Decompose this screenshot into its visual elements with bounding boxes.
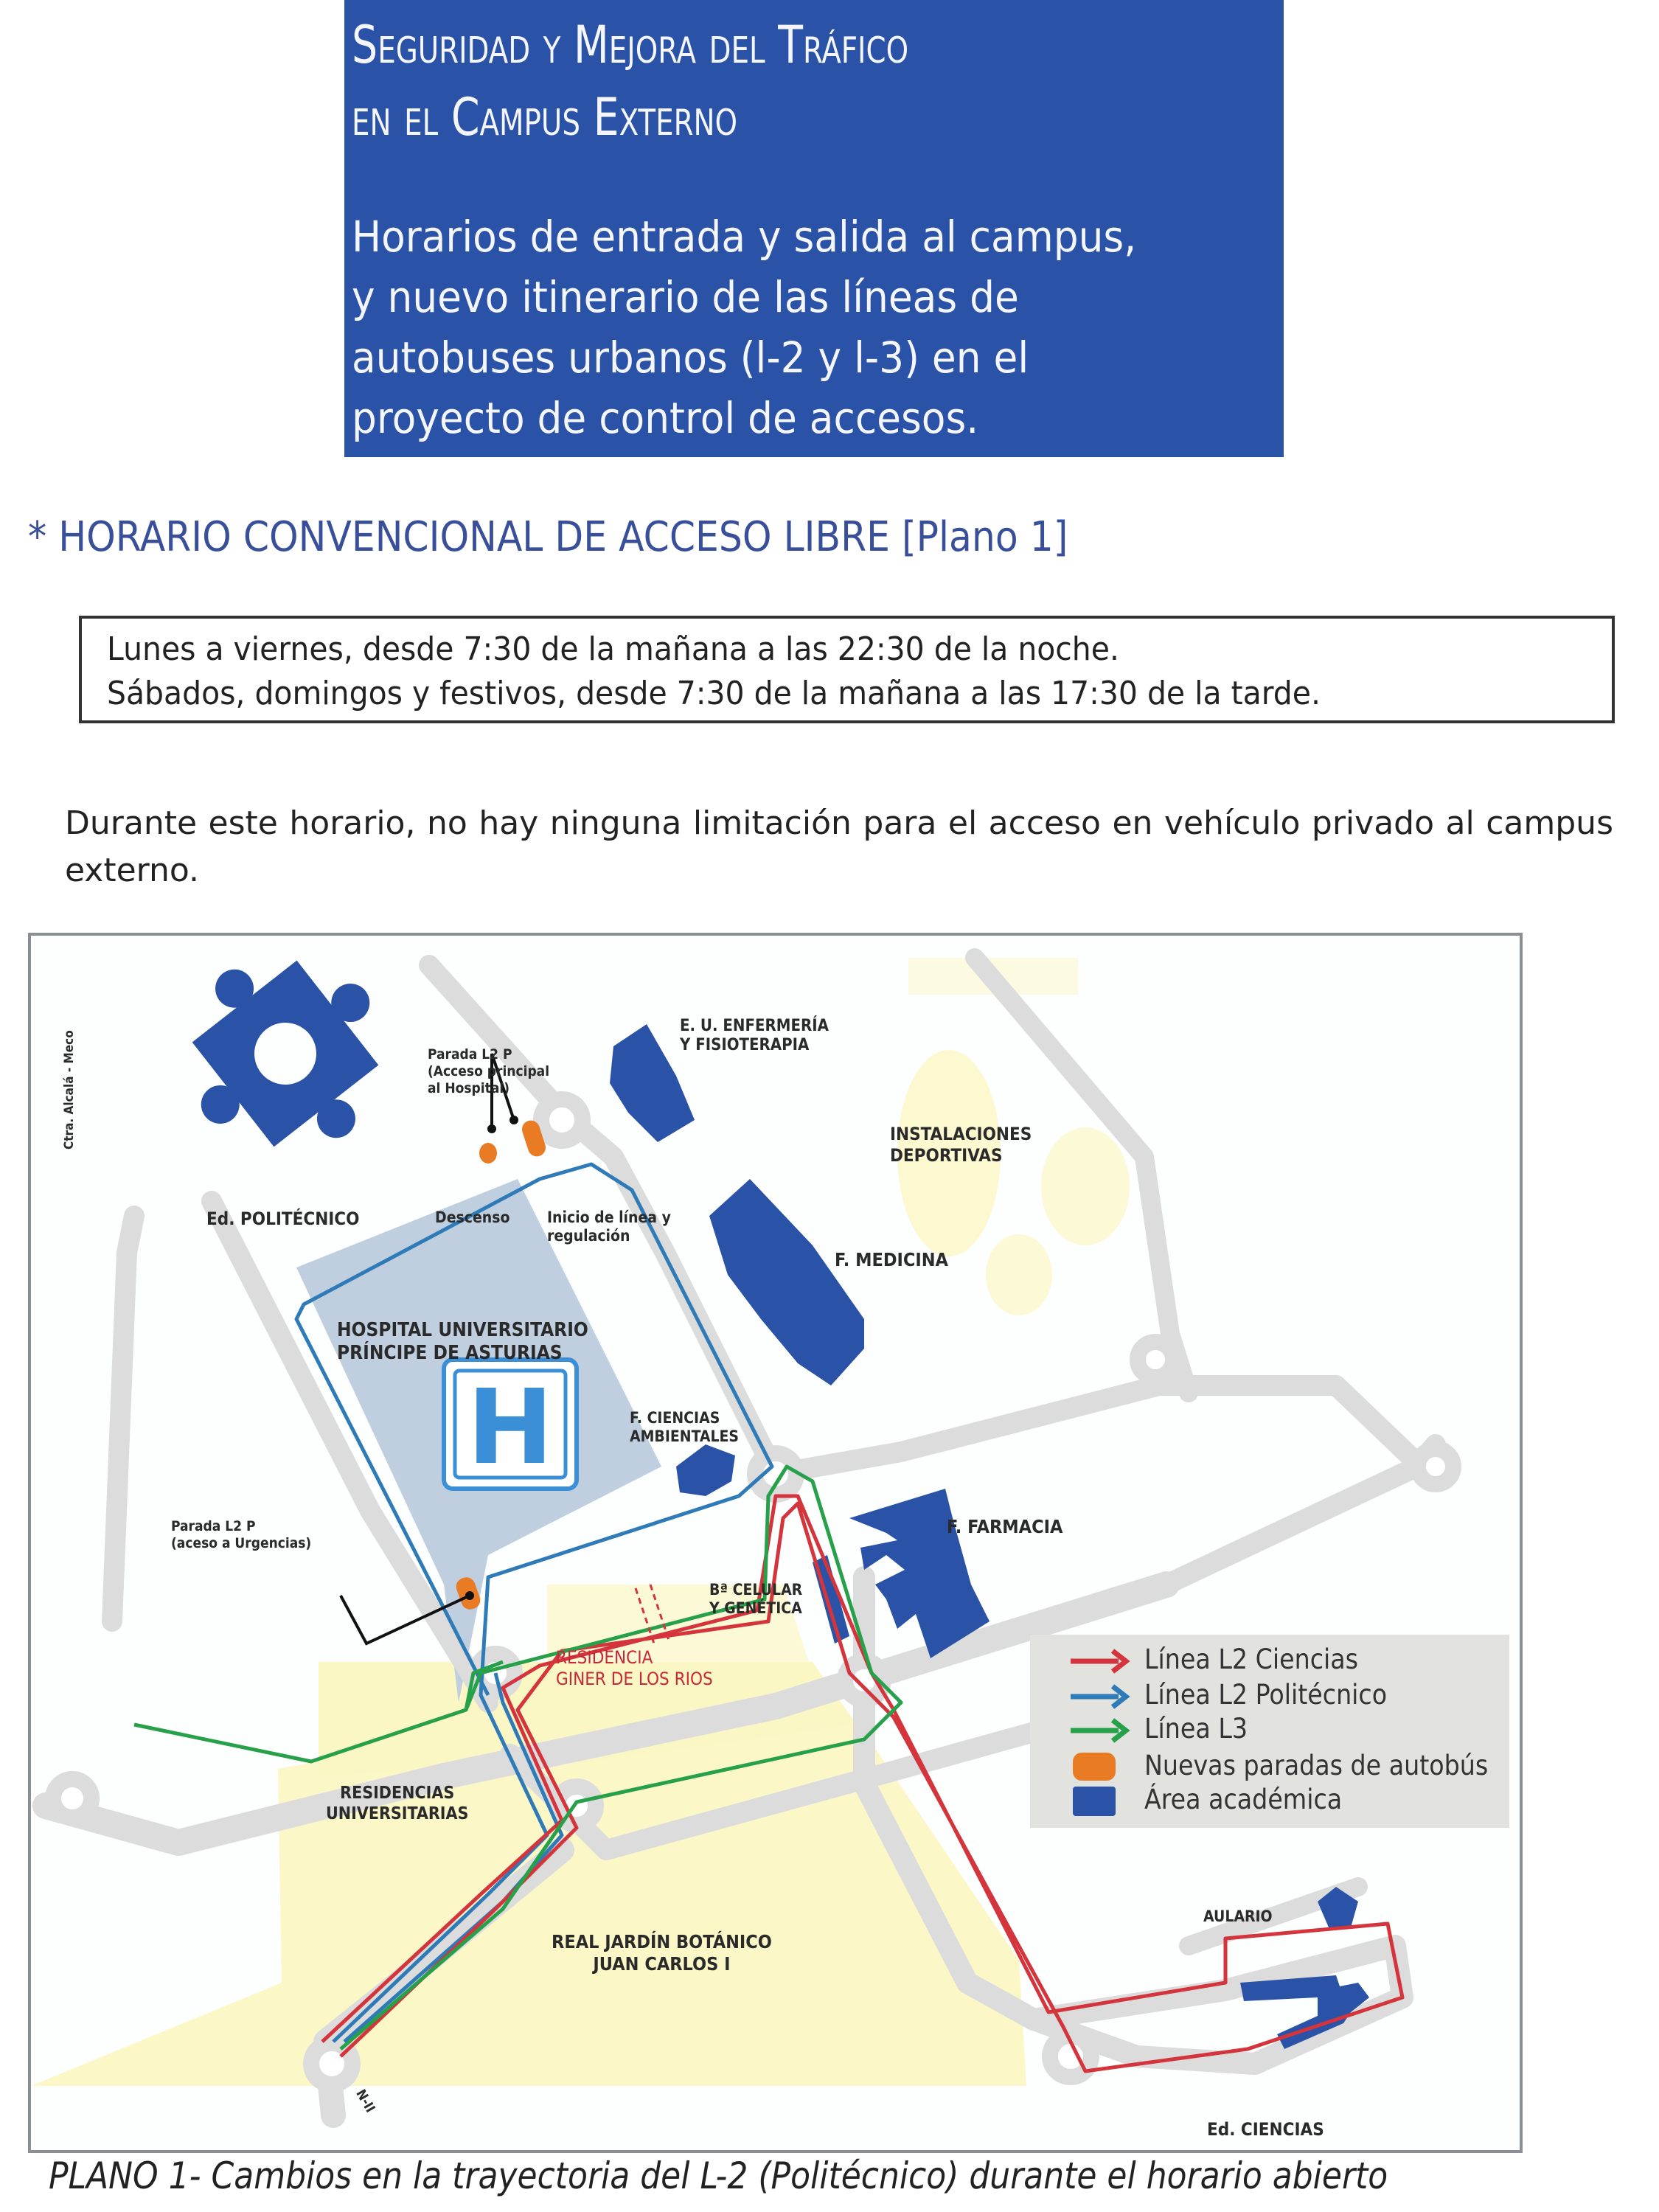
label-ambientales: F. CIENCIAS AMBIENTALES — [630, 1409, 740, 1446]
svg-text:H: H — [467, 1368, 554, 1488]
subtitle-line-3: autobuses urbanos (l-2 y l-3) en el — [352, 333, 1029, 383]
label-aulario: AULARIO — [1203, 1907, 1273, 1925]
hospital-sign-icon — [444, 1360, 577, 1489]
label-celular: Bª CELULAR Y GENÉTICA — [709, 1581, 803, 1618]
politecnico-building — [142, 936, 428, 1197]
label-medicina: F. MEDICINA — [835, 1249, 948, 1270]
label-road-bottom: N-II — [352, 2087, 378, 2115]
label-road-left: Ctra. Alcalá - Meco — [62, 1030, 77, 1150]
section-heading: * HORARIO CONVENCIONAL DE ACCESO LIBRE [Plano 1] — [28, 513, 1068, 561]
map-caption: PLANO 1- Cambios en la trayectoria del L-2 (Politécnico) durante el horario abierto — [49, 2154, 1388, 2197]
hours-weekdays: Lunes a viernes, desde 7:30 de la mañana a las 22:30 de la noche. — [107, 630, 1119, 668]
legend-item-stops: Nuevas paradas de autobús — [1030, 1753, 1509, 1787]
ciencias-building — [1240, 1975, 1369, 2049]
subtitle-line-1: Horarios de entrada y salida al campus, — [352, 212, 1137, 262]
subtitle — [352, 206, 1284, 448]
hours-box — [79, 616, 1615, 723]
blue-swatch-icon — [1073, 1787, 1116, 1816]
label-ciencias: Ed. CIENCIAS — [1207, 2119, 1324, 2140]
stop-descenso-icon — [479, 1143, 497, 1164]
ambientales-building — [676, 1444, 735, 1496]
subtitle-line-4: proyecto de control de accesos. — [352, 393, 979, 443]
orange-swatch-icon — [1073, 1753, 1116, 1781]
hours-weekends: Sábados, domingos y festivos, desde 7:30 de la mañana a las 17:30 de la tarde. — [107, 675, 1321, 712]
medicina-building — [709, 1179, 864, 1385]
label-jardin: REAL JARDÍN BOTÁNICO JUAN CARLOS I — [552, 1931, 772, 1975]
label-deportivas: INSTALACIONES DEPORTIVAS — [890, 1124, 1032, 1166]
legend-item-l2-politecnico: Línea L2 Politécnico — [1030, 1682, 1509, 1716]
map-legend — [1030, 1635, 1509, 1828]
label-residencia-giner: RESIDENCIA GINER DE LOS RIOS — [556, 1647, 713, 1689]
access-paragraph: Durante este horario, no hay ninguna limitación para el acceso en vehículo privado al campus externo. — [65, 804, 1613, 889]
label-residencias-univ: RESIDENCIAS UNIVERSITARIAS — [326, 1784, 469, 1823]
label-stop-urgencias: Parada L2 P (aceso a Urgencias) — [171, 1518, 312, 1551]
label-hospital: HOSPITAL UNIVERSITARIO PRÍNCIPE DE ASTURIAS — [337, 1319, 588, 1365]
legend-item-academic: Área académica — [1030, 1787, 1509, 1820]
campus-map — [28, 933, 1523, 2153]
label-enfermeria: E. U. ENFERMERÍA Y FISIOTERAPIA — [680, 1017, 829, 1055]
subtitle-line-2: y nuevo itinerario de las líneas de — [352, 272, 1019, 322]
label-politecnico: Ed. POLITÉCNICO — [206, 1208, 360, 1229]
title-banner — [344, 0, 1284, 457]
label-descenso: Descenso — [435, 1208, 510, 1226]
label-stop-hospital-main: Parada L2 P (Acceso principal al Hospital) — [428, 1046, 550, 1096]
label-inicio: Inicio de línea y regulación — [547, 1208, 671, 1245]
label-farmacia: F. FARMACIA — [947, 1516, 1063, 1537]
title-line-1: Seguridad y Mejora del Tráfico — [352, 15, 909, 75]
title-line-2: en el Campus Externo — [352, 87, 738, 147]
legend-item-l2-ciencias: Línea L2 Ciencias — [1030, 1646, 1509, 1680]
legend-item-l3: Línea L3 — [1030, 1716, 1509, 1750]
